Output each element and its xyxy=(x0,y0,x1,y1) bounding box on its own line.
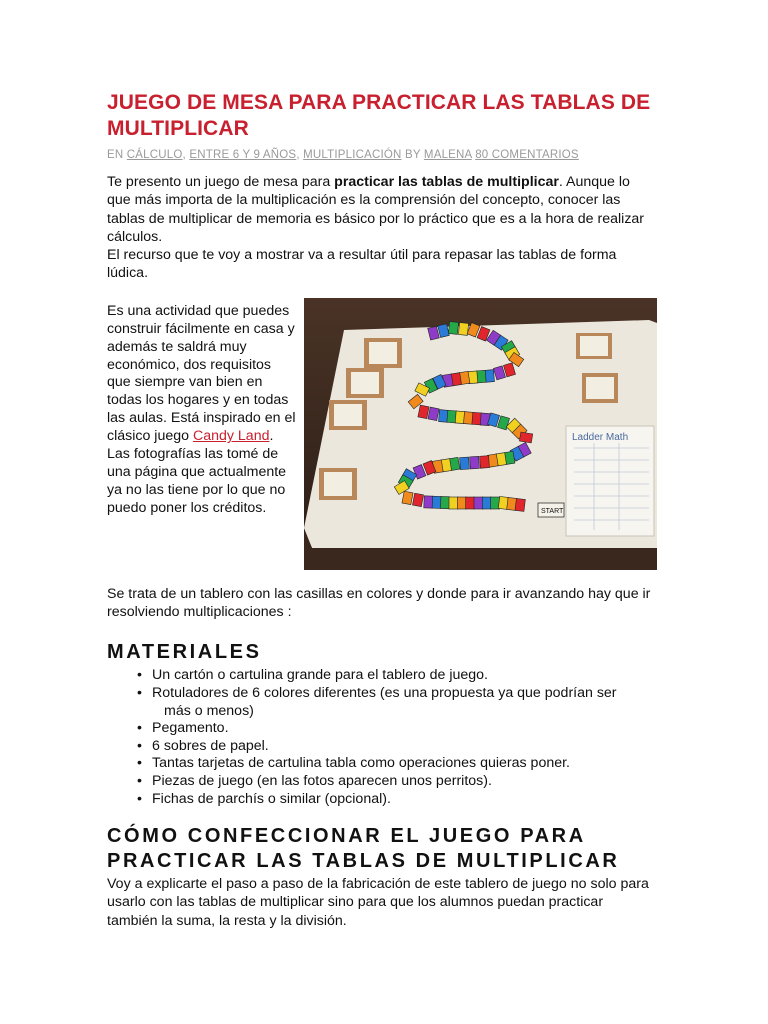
board-tile xyxy=(457,497,466,509)
side-paragraph-1 xyxy=(107,303,297,446)
board-tile xyxy=(424,496,433,508)
list-item xyxy=(135,685,652,720)
side-text xyxy=(107,303,297,518)
list-item-text: Rotuladores de 6 colores diferentes (es una propuesta ya que podrían ser xyxy=(152,684,617,701)
board-tile xyxy=(519,432,532,443)
board-tile xyxy=(448,321,458,334)
board-tile xyxy=(449,497,458,509)
candy-land-link[interactable]: Candy Land xyxy=(192,428,270,445)
how-to-heading: CÓMO CONFECCIONAR EL JUEGO PARA PRACTICAR LAS TABLAS DE MULTIPLICAR xyxy=(107,825,620,873)
side-text-1: Es una actividad que puedes construir fácilmente en casa y además te saldrá muy económico, dos requisitos que siempre van bien en todas los hogares y en todas las aulas. Está inspirado en el clásico juego xyxy=(107,302,296,445)
board-tile xyxy=(412,493,423,506)
board-tile xyxy=(474,497,483,509)
intro-paragraph xyxy=(107,173,652,283)
side-paragraph-2: Las fotografías las tomé de una página que actualmente ya no las tiene por lo que no puedo poner los créditos. xyxy=(107,446,287,516)
category-link-multiplicacion[interactable]: MULTIPLICACIÓN xyxy=(303,149,402,161)
list-item: • 6 sobres de papel. xyxy=(135,738,652,756)
board-tile xyxy=(440,496,449,508)
list-item: • Un cartón o cartulina grande para el tablero de juego. xyxy=(135,667,652,685)
board-tile xyxy=(402,491,413,504)
intro-text: Te presento un juego de mesa para xyxy=(107,174,335,190)
category-link-calculo[interactable]: CÁLCULO xyxy=(126,149,183,161)
board-game-illustration xyxy=(304,298,657,570)
article-meta xyxy=(107,149,652,161)
meta-separator: , xyxy=(296,149,300,161)
text-and-photo xyxy=(107,303,652,565)
list-item: • Tantas tarjetas de cartulina tabla como operaciones quieras poner. xyxy=(135,755,652,773)
comments-link[interactable]: 80 COMENTARIOS xyxy=(475,149,579,161)
board-tile xyxy=(470,456,480,469)
author-link[interactable]: MALENA xyxy=(423,149,472,161)
side-text-punct: . xyxy=(269,428,274,445)
board-tile xyxy=(460,457,470,470)
list-item-continuation: más o menos) xyxy=(164,702,254,719)
intro-text-rest: . Aunque lo que más importa de la multiplicación es la comprensión del concepto, conocer las tablas de multiplicar de memoria es básico por lo práctico que es a la hora de realizar cálculos. xyxy=(107,174,645,245)
meta-prefix: EN xyxy=(107,149,124,161)
board-tile xyxy=(418,405,429,419)
intro-line-2: El recurso que te voy a mostrar va a resultar útil para repasar las tablas de forma lúdica. xyxy=(107,247,617,282)
intro-bold: practicar las tablas de multiplicar xyxy=(334,174,559,190)
category-link-age[interactable]: ENTRE 6 Y 9 AÑOS xyxy=(189,149,297,161)
start-label: START xyxy=(541,507,564,515)
how-to-paragraph: Voy a explicarte el paso a paso de la fabricación de este tablero de juego no solo para usarlo con las tablas de multiplicar sino para que los alumnos puedan practicar también la suma, la resta y la división. xyxy=(107,876,649,929)
board-tile xyxy=(482,497,491,509)
meta-by: BY xyxy=(404,149,421,161)
meta-separator: , xyxy=(182,149,186,161)
article-title[interactable]: JUEGO DE MESA PARA PRACTICAR LAS TABLAS DE MULTIPLICAR xyxy=(107,91,651,140)
materials-heading: MATERIALES xyxy=(107,641,262,664)
list-item: • Pegamento. xyxy=(135,720,652,738)
description-paragraph: Se trata de un tablero con las casillas en colores y donde para ir avanzando hay que ir resolviendo multiplicaciones : xyxy=(107,585,651,621)
board-tile xyxy=(515,498,525,511)
list-item: • Piezas de juego (en las fotos aparecen unos perritos). xyxy=(135,773,652,791)
board-tile xyxy=(480,455,490,468)
board-tile xyxy=(466,497,475,509)
ladder-math-label: Ladder Math xyxy=(572,431,629,443)
board-tile xyxy=(428,407,439,421)
article xyxy=(107,90,652,930)
list-item: • Fichas de parchís o similar (opcional). xyxy=(135,791,652,809)
materials-list xyxy=(107,667,652,808)
board-tile xyxy=(432,496,441,508)
board-game-photo xyxy=(304,298,657,570)
